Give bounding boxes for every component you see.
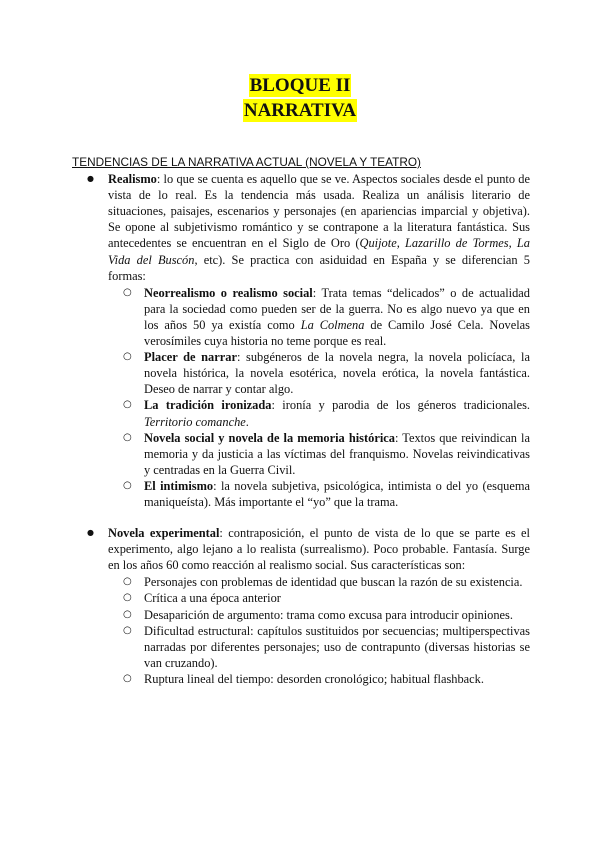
term-novela-experimental: Novela experimental — [108, 526, 220, 541]
term-tradicion-ironizada: La tradición ironizada — [144, 398, 272, 413]
realismo-forms-list — [108, 285, 530, 510]
list-item-intimismo — [108, 478, 530, 510]
section-heading: TENDENCIAS DE LA NARRATIVA ACTUAL (NOVELA Y TEATRO) — [72, 155, 421, 169]
feature-item: ○ Ruptura lineal del tiempo: desorden cronológico; habitual flashback. — [108, 671, 530, 687]
feature-item: ○ Crítica a una época anterior — [108, 590, 530, 606]
intimismo-text: : la novela subjetiva, psicológica, intimista o del yo (esquema maniqueísta). Más importante el “yo” que la trama. — [144, 478, 530, 509]
list-item-novela-experimental — [72, 525, 530, 687]
realismo-text-end: , etc). Se practica con asiduidad en España y se diferencian 5 formas: — [108, 252, 530, 283]
tradicion-ironizada-work: Territorio comanche — [144, 414, 246, 429]
tradicion-ironizada-text: : ironía y parodia de los géneros tradicionales. — [271, 398, 530, 413]
realismo-text: : lo que se cuenta es aquello que se ve. Aspectos sociales desde el punto de vista de lo real. Es la tendencia más usada. Realiza un análisis literario de situaciones, paisajes, escenarios y personajes (en apariencias imparcial y objetiva). Se opone al subjetivismo romántico y se contrapone a la literatura fantástica. Sus antecedentes se encuentran en el Siglo de Oro ( — [108, 172, 530, 251]
term-realismo: Realismo — [108, 172, 157, 187]
document-body — [72, 154, 530, 687]
term-neorrealismo: Neorrealismo o realismo social — [144, 285, 313, 300]
tradicion-ironizada-text-end: . — [245, 414, 249, 429]
tendencias-list — [72, 171, 530, 687]
list-item-tradicion-ironizada — [108, 397, 530, 429]
list-item-novela-social — [108, 430, 530, 478]
feature-item: ○ Dificultad estructural: capítulos sustituidos por secuencias; multiperspectivas narradas por diferentes personajes; uso de contrapunto (diversas historias se van cruzando). — [108, 623, 530, 671]
neorrealismo-text-end: de Camilo José Cela. Novelas verosímiles cuya historia no teme porque es real. — [144, 317, 530, 349]
title-narrativa: NARRATIVA — [243, 100, 357, 121]
term-novela-social: Novela social y novela de la memoria histórica — [144, 430, 395, 445]
feature-item: ○ Desaparición de argumento: trama como excusa para introducir opiniones. — [108, 607, 530, 623]
document-title — [0, 74, 600, 124]
term-placer-de-narrar: Placer de narrar — [144, 350, 237, 365]
neorrealismo-work: La Colmena — [300, 317, 365, 332]
placer-de-narrar-text: : subgéneros de la novela negra, la novela policíaca, la novela histórica, la novela esotérica, novela erótica, la novela fantástica. Deseo de narrar y contar algo. — [144, 350, 530, 397]
list-item-placer-de-narrar — [108, 349, 530, 397]
list-item-neorrealismo — [108, 285, 530, 349]
feature-item: ○ Personajes con problemas de identidad que buscan la razón de su existencia. — [108, 574, 530, 590]
title-bloque: BLOQUE II — [249, 75, 351, 96]
term-intimismo: El intimismo — [144, 478, 214, 493]
novela-social-text: : Textos que reivindican la memoria y da justicia a las víctimas del franquismo. Novelas reivindicativas y centradas en la Guerra Civil. — [144, 430, 530, 477]
realismo-works: Quijote, Lazarillo de Tormes, La Vida del Buscón — [108, 236, 530, 267]
neorrealismo-text: : Trata temas “delicados” o de actualidad para la sociedad como pueden ser de la guerra. No es algo nuevo ya que en los años 50 ya existía como — [144, 285, 530, 332]
novela-experimental-text: : contraposición, el punto de vista de lo que se parte es el experimento, algo lejano a lo realista (surrealismo). Poco probable. Fantasía. Surge en los años 60 como reacción al realismo social. Sus características son: — [108, 526, 530, 573]
list-item-realismo — [72, 171, 530, 510]
experimental-features-list — [108, 574, 530, 687]
